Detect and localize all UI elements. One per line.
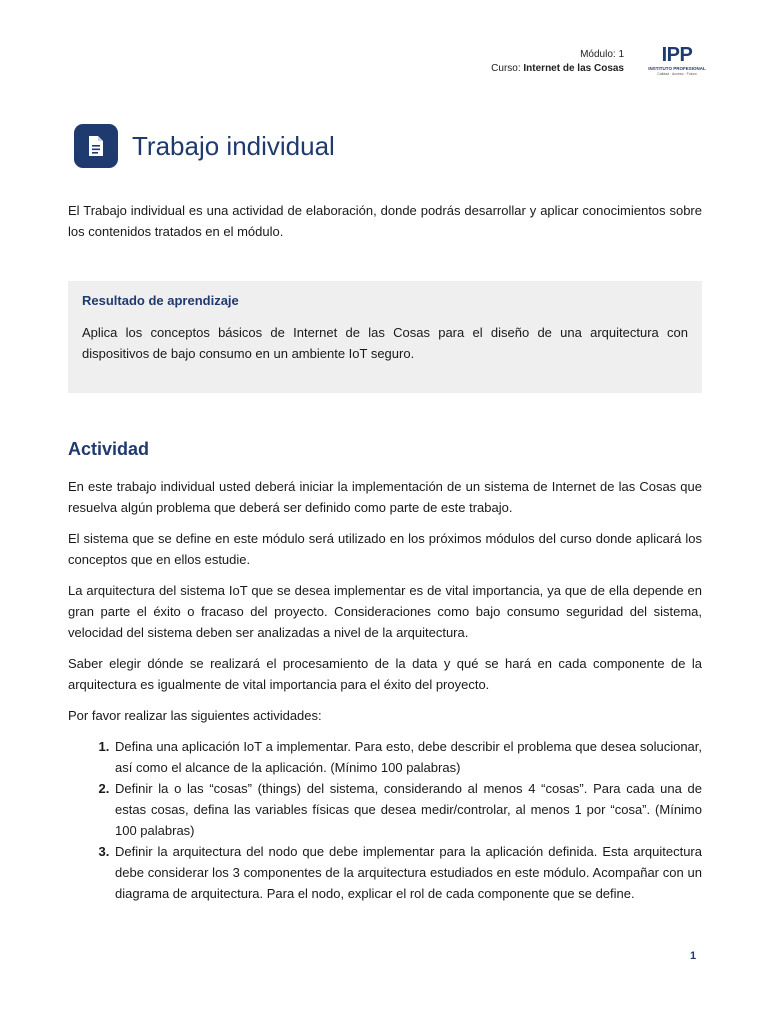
logo-line2: Calidad · Acceso · Futuro	[657, 72, 697, 76]
task-item: 1. Defina una aplicación IoT a implementar. Para esto, debe describir el problema que desea solucionar, así como el alcance de la aplicación. (Mínimo 100 palabras)	[113, 736, 702, 778]
ipp-logo	[648, 44, 706, 84]
course-value: Internet de las Cosas	[523, 63, 624, 74]
activity-paragraph: Saber elegir dónde se realizará el procesamiento de la data y qué se hará en cada componente de la arquitectura es igualmente de vital importancia para el éxito del proyecto.	[68, 656, 702, 692]
learning-result-text: Aplica los conceptos básicos de Internet de las Cosas para el diseño de una arquitectura con dispositivos de bajo consumo en un ambiente IoT seguro.	[82, 325, 688, 361]
activity-title: Actividad	[68, 439, 150, 459]
activity-paragraph: En este trabajo individual usted deberá iniciar la implementación de un sistema de Internet de las Cosas que resuelva algún problema que deberá ser definido como parte de este trabajo.	[68, 479, 702, 515]
course-line	[491, 62, 624, 76]
logo-mark: IPP	[661, 44, 693, 66]
learning-result-box	[68, 281, 702, 393]
page-title: Trabajo individual	[132, 130, 335, 161]
activity-paragraph: La arquitectura del sistema IoT que se desea implementar es de vital importancia, ya que de ella depende en gran parte el éxito o fracaso del proyecto. Consideraciones como bajo consumo seguridad del sistema, velocidad del sistema deben ser analizadas a nivel de la arquitectura.	[68, 583, 702, 640]
course-label: Curso:	[491, 63, 521, 74]
module-value: 1	[618, 49, 624, 60]
activity-paragraph: El sistema que se define en este módulo será utilizado en los próximos módulos del curso donde aplicará los conceptos que en ellos estudie.	[68, 531, 702, 567]
task-list	[68, 736, 702, 904]
module-line	[491, 48, 624, 62]
task-item: 3. Definir la arquitectura del nodo que debe implementar para la aplicación definida. Esta arquitectura debe considerar los 3 componentes de la arquitectura estudiados en este módulo. Acompañar con un diagrama de arquitectura. Para el nodo, explicar el rol de cada componente que se define.	[113, 841, 702, 904]
intro-paragraph: El Trabajo individual es una actividad de elaboración, donde podrás desarrollar y aplicar conocimientos sobre los contenidos tratados en el módulo.	[68, 203, 702, 239]
task-item: 2. Definir la o las “cosas” (things) del sistema, considerando al menos 4 “cosas”. Para cada una de estas cosas, defina las variables físicas que desea medir/controlar, al menos 1 por “cosa”. (Mínimo 100 palabras)	[113, 778, 702, 841]
activity-body	[68, 476, 702, 904]
page-title-row	[74, 124, 335, 168]
logo-line1: INSTITUTO PROFESIONAL	[648, 66, 706, 71]
learning-result-title: Resultado de aprendizaje	[82, 293, 239, 308]
document-icon	[74, 124, 118, 168]
module-label: Módulo:	[580, 49, 616, 60]
activity-paragraph: Por favor realizar las siguientes actividades:	[68, 708, 322, 723]
page-number: 1	[690, 950, 697, 962]
document-header	[491, 48, 624, 76]
